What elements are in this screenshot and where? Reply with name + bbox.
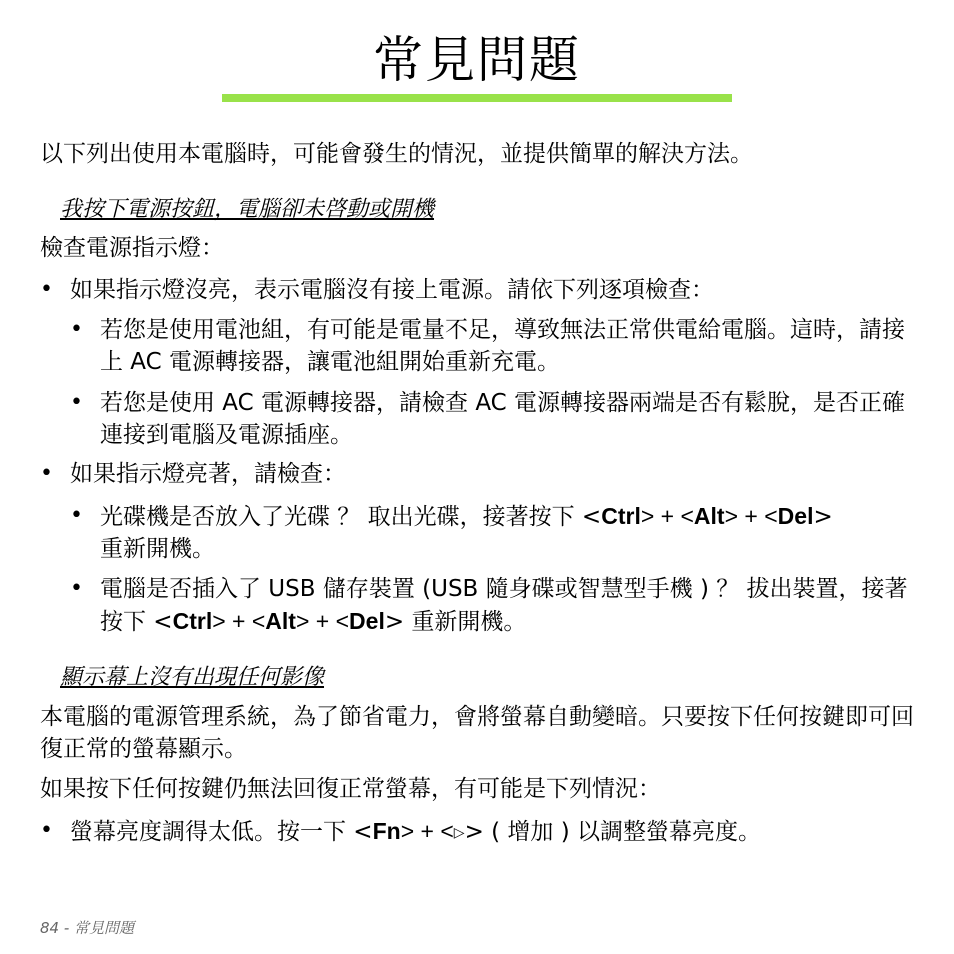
page-footer: 84 - 常見問題 [40,919,135,937]
page-title: 常見問題 [373,31,581,89]
text-segment: > + < [724,503,778,529]
section-heading-power: 我按下電源按鈕，電腦卻未啓動或開機 [60,197,435,222]
section-heading-display: 顯示幕上沒有出現任何影像 [60,665,325,690]
list-item-text [70,815,920,849]
brightness-up-icon: ▷ [453,825,465,841]
bullet-icon: • [40,818,53,843]
list-item-text: 若您是使用 AC 電源轉接器，請檢查 AC 電源轉接器兩端是否有鬆脫，是否正確連接到電腦及電源插座。 [100,390,906,448]
bullet-icon: • [70,576,83,601]
key-ctrl: Ctrl [172,608,213,634]
text-segment: > 重新開機。 [384,609,527,635]
text-segment: > + < [212,608,266,634]
bullet-icon: • [70,503,83,528]
text-segment: > + < [295,608,350,634]
text-segment: 光碟機是否放入了光碟 ？ 取出光碟，接著按下 < [100,504,602,530]
power-indicator-lead: 檢查電源指示燈： [40,235,224,261]
text-segment: > 重新開機。 [100,504,833,562]
key-fn: Fn [372,818,401,844]
text-segment: > + < [640,503,694,529]
display-paragraph-2: 如果按下任何按鍵仍無法回復正常螢幕，有可能是下列情況： [40,776,661,802]
key-ctrl: Ctrl [601,503,641,529]
key-alt: Alt [693,503,725,529]
display-paragraph-1: 本電腦的電源管理系統，為了節省電力，會將螢幕自動變暗。只要按下任何按鍵即可回復正常的螢幕顯示。 [40,704,914,762]
list-item-text: 如果指示燈沒亮，表示電腦沒有接上電源。請依下列逐項檢查： [70,277,714,303]
list-item-text [100,500,918,565]
bullet-icon: • [70,390,83,415]
list-item-text [100,573,918,638]
bullet-icon: • [40,461,53,486]
list-item-text: 如果指示燈亮著，請檢查： [70,461,346,487]
list-item-text: 若您是使用電池組，有可能是電量不足，導致無法正常供電給電腦。這時，請接上 AC 電源轉接器，讓電池組開始重新充電。 [100,317,905,375]
text-segment: 螢幕亮度調得太低。按一下 < [70,819,373,845]
intro-paragraph: 以下列出使用本電腦時，可能會發生的情況，並提供簡單的解決方法。 [40,141,753,167]
text-segment: > + < [400,818,454,844]
key-alt: Alt [265,608,296,634]
key-del: Del [777,503,814,529]
title-accent-bar [222,94,732,102]
key-del: Del [349,608,385,634]
text-segment: 電腦是否插入了 USB 儲存裝置 (USB 隨身碟或智慧型手機 ) ？ 拔出裝置，接著按下 < [100,576,908,635]
bullet-icon: • [70,317,83,342]
text-segment: > ( 增加 ) 以調整螢幕亮度。 [464,819,762,845]
bullet-icon: • [40,277,53,302]
